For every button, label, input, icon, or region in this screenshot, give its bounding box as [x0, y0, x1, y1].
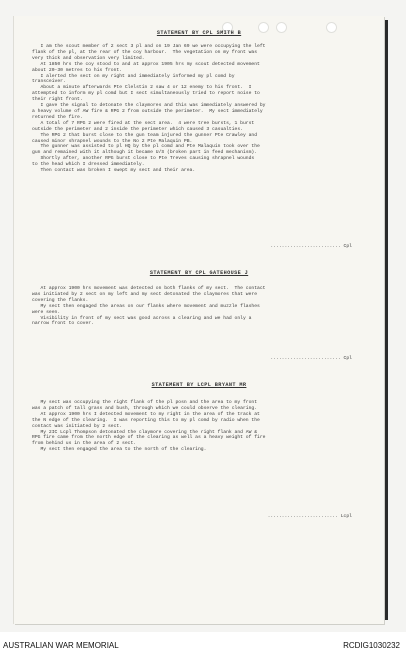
section-body-bryant: My sect was occupying the right flank of the pl posn and the area to my front was a patch of tall grass and bush, through which we could observe the clearing. At approx 1900 hrs I detected movement to my right in the area of the track at the N edge of the clearing. I was reporting this to my pl comd by radio when the contact was initiated by 2 sect. My 2IC Lcpl Thompson detonated the claymore covering the right flank and AW & RPG fire came from the north edge of the clearing as well as a heavy weight of fire from behind us in the area of 2 sect. My sect then engaged the area to the north of the clearing.: [32, 400, 266, 453]
section-body-gatehouse: At approx 1900 hrs movement was detected on both flanks of my sect. The contact was initiated by 2 sect on my left and my sect detonated the claymores that were covering the flanks. My sect then engaged the areas on our flanks where movement and muzzle flashes were seen. Visibility in front of my sect was good across a clearing and we had only a narrow front to cover.: [32, 286, 266, 327]
archive-footer: [0, 632, 406, 654]
section-title-bryant: STATEMENT BY LCPL BRYANT MR: [151, 382, 247, 388]
archive-name: AUSTRALIAN WAR MEMORIAL: [3, 641, 119, 650]
archive-id: RCDIG1030232: [343, 641, 400, 650]
section-body-smith: I am the scout member of 2 sect 3 pl and on 19 Jan 69 we were occupying the left flank of the pl, at the rear of the coy harbour. The vegetation on my front was very thick and observation very limited. At 1850 hrs the coy stood to and at approx 1905 hrs my scout detected movement about 20-30 metres to his front. I alerted the sect on my right and immediately informed my pl comd by transceiver. About a minute afterwards Pte Clelstin 2 saw 4 or 12 enemy to his front. I attempted to inform my pl comd but I sect simultaneously tried to report noise to their right front. I gave the signal to detonate the claymores and this was immediately answered by a heavy volume of AW fire & RPG 2 from outside the perimeter. My sect immediately returned the fire. A total of 7 RPG 2 were fired at the sect area. 4 were tree bursts, 1 burst outside the perimeter and 2 inside the perimeter which caused 3 casualties. The RPG 2 that burst close to the gun team injured the gunner Pte Crawley and caused minor shrapnel wounds to the No 2 Pte Malaquin PB. The gunner was assisted to pl HQ by the pl comd and Pte Malaquin took over the gun and remained with it although it became U/S (broken part in feed mechanism). Shortly after, another RPG burst close to Pte Treves causing shrapnel wounds to the head which I dressed immediately. Then contact was broken I swept my sect and their area.: [32, 44, 266, 174]
section-title-smith: STATEMENT BY CPL SMITH B: [156, 30, 242, 36]
document-page: [14, 16, 384, 624]
section-title-gatehouse: STATEMENT BY CPL GATEHOUSE J: [149, 270, 249, 276]
signature-line-gatehouse: ......................... Cpl: [270, 356, 352, 361]
signature-line-bryant: ......................... Lcpl: [267, 514, 352, 519]
signature-line-smith: ......................... Cpl: [270, 244, 352, 249]
